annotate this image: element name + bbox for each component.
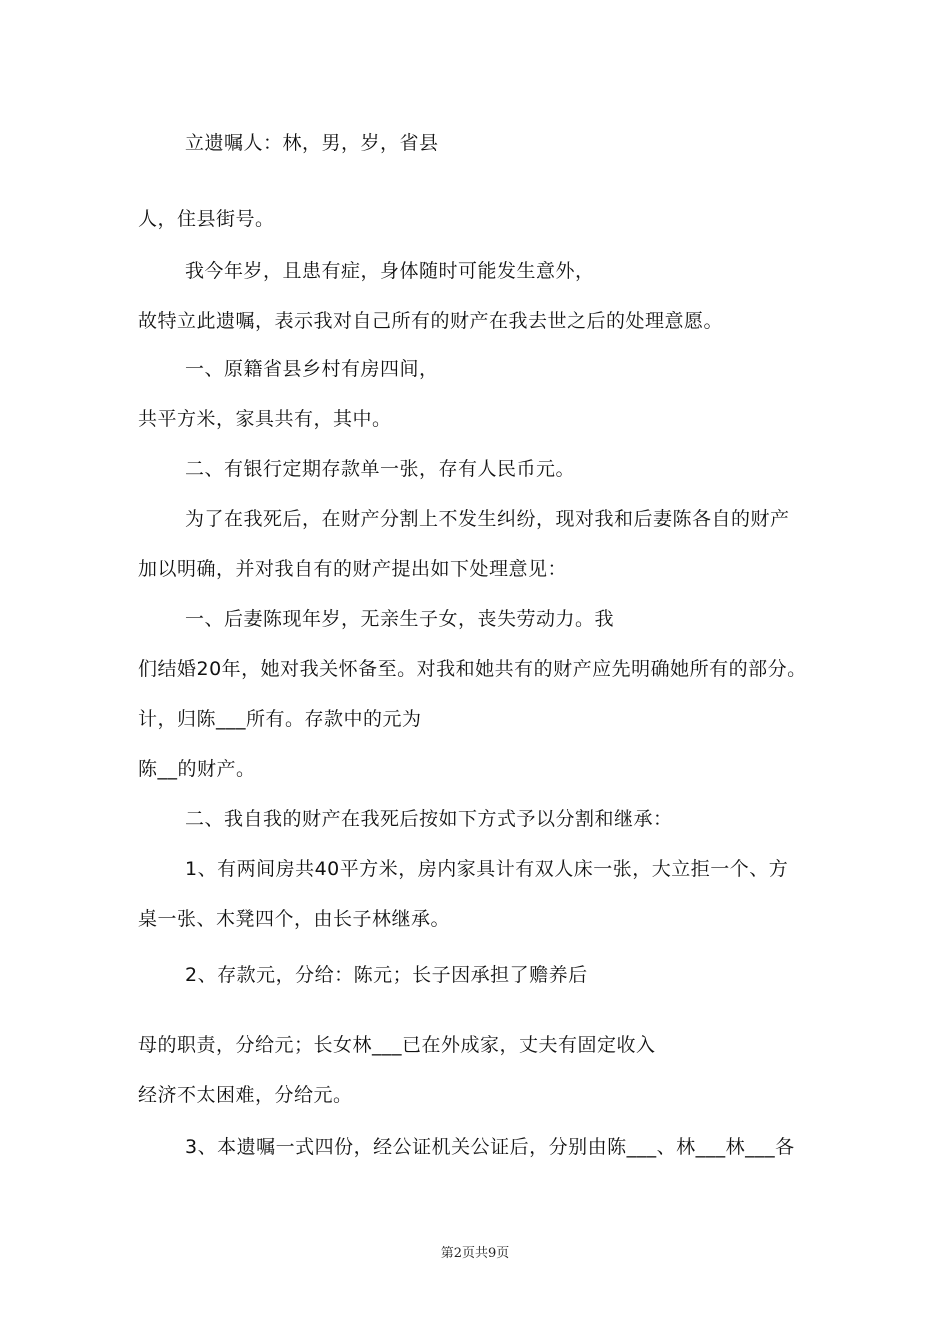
- text-line: 们结婚20年，她对我关怀备至。对我和她共有的财产应先明确她所有的部分。: [138, 658, 807, 680]
- text-line: 母的职责，分给元；长女林___已在外成家，丈夫有固定收入: [138, 1034, 656, 1056]
- text-line: 陈__的财产。: [138, 758, 256, 780]
- text-line: 经济不太困难，分给元。: [138, 1084, 353, 1106]
- text-line: 一、原籍省县乡村有房四间，: [185, 358, 439, 380]
- text-line: 我今年岁，且患有症，身体随时可能发生意外，: [185, 260, 595, 282]
- text-line: 共平方米，家具共有，其中。: [138, 408, 392, 430]
- text-line: 3、本遗嘱一式四份，经公证机关公证后，分别由陈___、林___林___各: [185, 1136, 795, 1158]
- page-number: 第2页共9页: [440, 1246, 510, 1261]
- text-line: 1、有两间房共40平方米，房内家具计有双人床一张，大立拒一个、方: [185, 858, 789, 880]
- text-line: 立遗嘱人：林，男，岁，省县: [185, 132, 439, 154]
- text-line: 二、有银行定期存款单一张，存有人民币元。: [185, 458, 576, 480]
- text-line: 计，归陈___所有。存款中的元为: [138, 708, 422, 730]
- text-line: 二、我自我的财产在我死后按如下方式予以分割和继承：: [185, 808, 673, 830]
- text-line: 2、存款元，分给：陈元；长子因承担了赡养后: [185, 964, 588, 986]
- text-line: 人，住县街号。: [138, 208, 275, 230]
- text-line: 加以明确，并对我自有的财产提出如下处理意见：: [138, 558, 568, 580]
- text-line: 故特立此遗嘱，表示我对自己所有的财产在我去世之后的处理意愿。: [138, 310, 724, 332]
- text-line: 桌一张、木凳四个，由长子林继承。: [138, 908, 451, 930]
- text-line: 为了在我死后，在财产分割上不发生纠纷，现对我和后妻陈各自的财产: [185, 508, 790, 530]
- text-line: 一、后妻陈现年岁，无亲生子女，丧失劳动力。我: [185, 608, 615, 630]
